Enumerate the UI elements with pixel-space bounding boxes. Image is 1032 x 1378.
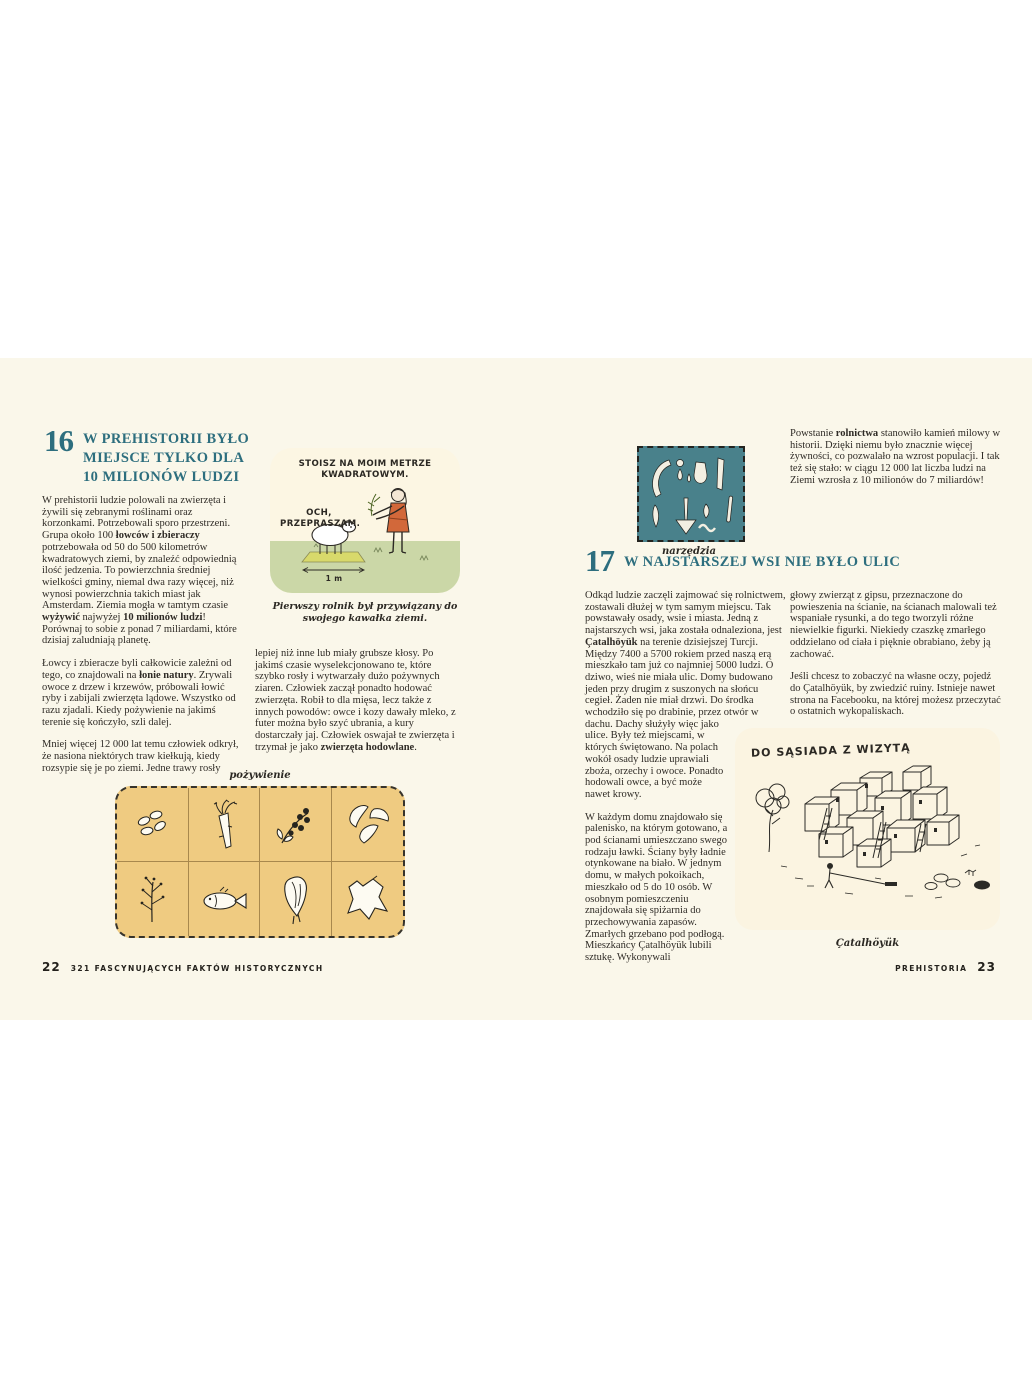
fact16-title bbox=[83, 430, 249, 487]
food-cell-mushrooms bbox=[332, 788, 404, 862]
tree-drawing bbox=[756, 784, 789, 852]
awl-icon bbox=[727, 496, 733, 522]
fact17-number: 17 bbox=[585, 543, 614, 578]
bold-run: rolnictwa bbox=[835, 428, 879, 439]
fact17-heading bbox=[585, 543, 901, 578]
bold-run: Çatalhöyük bbox=[585, 636, 638, 648]
tools-label: narzędzia bbox=[661, 546, 716, 557]
herb-sprig-icon bbox=[127, 870, 177, 928]
text-run: Odkąd ludzie zaczęli zajmować się rolnictwem, zostawali dłużej w tym samym miejscu. Tak powstawały osady, wsie i miasta. Jedną z najstarszych wsi, jaka została odnaleziona, jest bbox=[585, 590, 786, 637]
food-cell-eggs bbox=[117, 788, 189, 862]
farmer-drawing bbox=[368, 489, 409, 554]
fact16-title-line2: MIEJSCE TYLKO DLA bbox=[83, 450, 245, 466]
fact16-column-2 bbox=[255, 648, 457, 764]
village-card-title: DO SĄSIADA Z WIZYTĄ bbox=[750, 741, 911, 760]
fact16-column-1 bbox=[42, 495, 244, 785]
fact16-title-line3: 10 MILIONÓW LUDZI bbox=[83, 469, 240, 485]
page-number-left: 22 bbox=[42, 960, 61, 974]
food-cell-root bbox=[189, 788, 261, 862]
mushrooms-icon bbox=[340, 799, 394, 851]
text-run: na terenie dzisiejszej Turcji. Między 7400 a 5700 rokiem przed naszą erą mieszkało tam już co najmniej 5000 ludzi. O dziwo, wieś nie miała ulic. Domy budowano jeden przy drugim z suszonych na słońcu cegieł. Żaden nie miał drzwi. Do środka wchodziło się po drabinie, przez otwór w dachu. Dachy służyły więc jako ulice. Były też miejscami, w których świętowano. Na polach wokół osady ludzie uprawiali zboża, orzechy i owoce. Ponadto hodowali owce, a być może nawet krowy. bbox=[585, 636, 774, 800]
section-title-footer: PREHISTORIA bbox=[895, 964, 968, 973]
flake-icon bbox=[704, 504, 709, 518]
village-caption: Çatalhöyük bbox=[835, 938, 900, 949]
fact17-paragraph-4: Jeśli chcesz to zobaczyć na własne oczy, pojedź do Çatalhöyük, by zwiedzić ruiny. Istnieje nawet strona na Facebooku, na której możesz przeczytać o ostatnich wykopaliskach. bbox=[790, 671, 1001, 718]
text-run: . bbox=[414, 741, 417, 753]
food-chart bbox=[115, 786, 405, 938]
fact17-paragraph-2: W każdym domu znajdowało się palenisko, na którym gotowano, a pod ścianami umieszczano swego rodzaju ławki. Ściany były ładnie otynkowane na biało. W jednym domu, w małych pokoikach, mieszkało od 5 do 10 osób. W osobnym pomieszczeniu znajdowała się spiżarnia do przechowywania zapasów. Zmarłych grzebano pod podłogą. Mieszkańcy Çatalhöyük lubili sztukę. Wykonywali bbox=[585, 811, 728, 964]
text-run: lepiej niż inne lub miały grubsze kłosy. Po jakimś czasie wyselekcjonowano te, które szybko rosły i wytwarzały dużo pożywnych ziaren. Człowiek zaczął ponadto hodować zwierzęta. Robił to dla mięsa, lecz także z innych powodów: owce i kozy dawały mleko, z futer można było szyć ubrania, a kury dostarczały jaj. Człowiek oswajał te zwierzęta i trzymał je jako bbox=[255, 648, 456, 753]
text-run: Powstanie bbox=[790, 428, 836, 439]
text-run: potrzebowała od 50 do 500 kilometrów kwadratowych ziemi, by znaleźć odpowiednią ilość jedzenia. To powierzchnia średniej wielkości gminy, niemal dwa razy więcej, niż wynosi powierzchnia takich miast jak Amsterdam. Ziemia mogła w tamtym czasie bbox=[42, 541, 237, 612]
animals-drawing bbox=[925, 870, 976, 890]
bush-drawing bbox=[974, 881, 990, 890]
food-cell-berries bbox=[260, 788, 332, 862]
fact16-paragraph-4 bbox=[255, 648, 457, 753]
fact16-heading bbox=[44, 423, 250, 487]
farmer-sheep-cartoon bbox=[270, 448, 460, 593]
eggs-icon bbox=[127, 799, 177, 851]
text-run: najwyżej bbox=[79, 612, 124, 624]
blade-icon bbox=[653, 505, 659, 527]
fact17-title: W NAJSTARSZEJ WSI NIE BYŁO ULIC bbox=[624, 554, 901, 570]
poultry-icon bbox=[270, 870, 320, 928]
cord-icon bbox=[699, 525, 715, 531]
wrap-spacer-top bbox=[786, 590, 787, 724]
food-cell-fish bbox=[189, 862, 261, 936]
axe-head-icon bbox=[694, 462, 707, 483]
text-run: stanowiło kamień milowy w historii. Dzięki niemu było znacznie więcej żywności, co pozwalało na wzrost populacji. I tak też się stało: w ciągu 12 000 lat liczba ludzi na Ziemi wzrosła z 10 milionów do 7 miliardów! bbox=[790, 428, 1001, 486]
fact16-paragraph-3: Mniej więcej 12 000 lat temu człowiek odkrył, że nasiona niektórych traw kiełkują, kiedy rozsypie się je po ziemi. Jedne trawy rosły bbox=[42, 739, 239, 774]
food-cell-poultry bbox=[260, 862, 332, 936]
bold-run: zwierzęta hodowlane bbox=[320, 741, 415, 753]
book-title-footer: 321 FASCYNUJĄCYCH FAKTÓW HISTORYCZNYCH bbox=[70, 964, 324, 973]
village-illustration bbox=[735, 728, 1000, 930]
scale-arrow bbox=[303, 568, 364, 573]
footer-left bbox=[42, 960, 324, 974]
fact16-paragraph-1 bbox=[42, 495, 244, 647]
fact16-title-line1: W PREHISTORII BYŁO bbox=[83, 431, 250, 447]
bold-run: 10 milionów ludzi bbox=[123, 612, 203, 624]
food-cell-herb bbox=[117, 862, 189, 936]
berries-icon bbox=[270, 799, 320, 851]
fish-icon bbox=[196, 877, 252, 921]
bold-run: łowców i zbieraczy bbox=[115, 530, 200, 542]
bold-run: łonie natury bbox=[139, 669, 194, 681]
text-run: ! Porównaj to sobie z ponad 7 miliardami, które dzisiaj zaludniają planetę. bbox=[42, 612, 237, 647]
page-number-right: 23 bbox=[977, 960, 996, 974]
stone-tools-drawing bbox=[639, 448, 743, 540]
fact17-paragraph-3: głowy zwierząt z gipsu, przeznaczone do powieszenia na ścianie, na ścianach malowali też wspaniałe rysunki, a do tego tworzyli różne niewielkie figurki. Niekiedy czaszkę zmarłego oddzielano od ciała i pięknie obrabiano, żeby ją zachować. bbox=[790, 590, 997, 660]
long-point-icon bbox=[717, 458, 724, 490]
text-run: W prehistorii ludzie polowali na zwierzęta i żywili się zebranymi roślinami oraz korzonkami. Potrzebowali sporo przestrzeni. Grupa około 100 bbox=[42, 495, 231, 542]
fact16-paragraph-2 bbox=[42, 658, 244, 728]
root-vegetable-icon bbox=[199, 796, 249, 854]
intro-paragraph bbox=[790, 428, 1002, 487]
sickle-icon bbox=[653, 460, 671, 497]
fact17-column-2 bbox=[790, 590, 1002, 729]
text-run: . Zrywali owoce z drzew i krzewów, próbowali łowić ryby i zabijali zwierzęta lądowe. Wszystko od razu zjadali. Kiedy pożywienie na jakimś terenie się kończyło, szli dalej. bbox=[42, 669, 236, 728]
square-metre-patch bbox=[302, 552, 365, 562]
footer-right bbox=[895, 960, 996, 974]
tools-illustration bbox=[637, 446, 745, 542]
animal-hide-icon bbox=[339, 873, 395, 925]
pendant-icon bbox=[677, 460, 684, 467]
sheep-speech-text: STOISZ NA MOIM METRZE KWADRATOWYM. bbox=[298, 459, 432, 480]
text-run: Łowcy i zbieracze byli całkowicie zależni od tego, co znajdowali na bbox=[42, 658, 232, 681]
fact17-intro-paragraph bbox=[790, 428, 1002, 498]
book-spread bbox=[0, 358, 1032, 1020]
adze-handle-icon bbox=[684, 498, 688, 520]
fact16-number: 16 bbox=[44, 423, 73, 458]
food-chart-label: pożywienie bbox=[229, 770, 291, 781]
bold-run: wyżywić bbox=[42, 612, 80, 624]
food-cell-hide bbox=[332, 862, 404, 936]
farmer-speech-text: OCH, PRZEPRASZAM. bbox=[280, 508, 361, 529]
cartoon-caption: Pierwszy rolnik był przywiązany do swojego kawałka ziemi. bbox=[272, 601, 458, 624]
scale-label: 1 m bbox=[325, 574, 343, 583]
adze-head-icon bbox=[676, 520, 696, 534]
